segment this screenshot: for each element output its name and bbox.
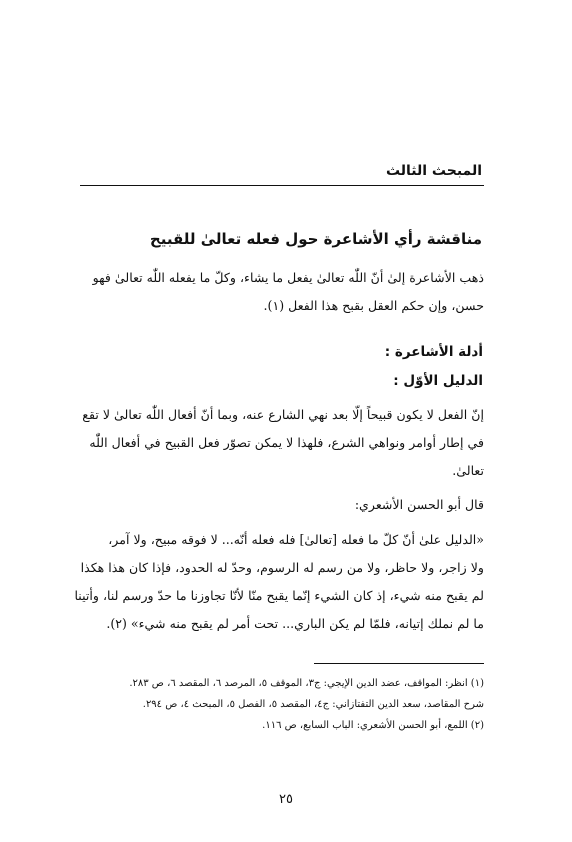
first-evidence-line: في إطار أوامر ونواهي الشرع، فلهذا لا يمكن تصوّر فعل القبيح في أفعال اللّٰه (89, 435, 484, 450)
quote-intro-line: قال أبو الحسن الأشعري: (354, 497, 484, 512)
footnote-2: (٢) اللمع، أبو الحسن الأشعري: الباب السابع، ص ١١٦. (262, 720, 484, 731)
first-evidence-line: تعالىٰ. (452, 463, 484, 478)
section-heading: المبحث الثالث (385, 163, 482, 179)
quote-line: ولا زاجر، ولا حاظر، ولا من رسم له الرسوم، وحدّ له الحدود، فإذا كان هذا هكذا (80, 560, 484, 575)
first-evidence-heading: الدليل الأوّل : (393, 373, 483, 389)
page-title: مناقشة رأي الأشاعرة حول فعله تعالىٰ للقبيح (149, 230, 482, 248)
intro-line: ذهب الأشاعرة إلىٰ أنّ اللّٰه تعالىٰ يفعل ما يشاء، وكلّ ما يفعله اللّٰه تعالىٰ فهو (92, 270, 484, 285)
footnote-1-continued: شرح المقاصد، سعد الدين التفتازاني: ج٤، المقصد ٥، الفصل ٥، المبحث ٤، ص ٢٩٤. (142, 699, 484, 710)
quote-line: ما لم نملك إتيانه، فلمّا لم يكن الباري... تحت أمر لم يقبح منه شيء» (٢). (106, 616, 484, 631)
intro-line: حسن، وإن حكم العقل بقبح هذا الفعل (١). (263, 298, 484, 313)
quote-line: لم يقبح منه شيء، إذ كان الشيء إنّما يقبح منّا لأنّا تجاوزنا ما حدّ ورسم لنا، وأتينا (74, 588, 484, 603)
page-number: ٢٥ (279, 792, 293, 807)
first-evidence-line: إنّ الفعل لا يكون قبيحاً إلّا بعد نهي الشارع عنه، وبما أنّ أفعال اللّٰه تعالىٰ لا تقع (82, 407, 484, 422)
quote-paragraph (69, 526, 484, 638)
footnote-1: (١) انظر: المواقف، عضد الدين الإيجي: ج٣، الموقف ٥، المرصد ٦، المقصد ٦، ص ٢٨٣. (129, 678, 484, 689)
quote-intro (69, 491, 484, 519)
first-evidence-paragraph (69, 401, 484, 485)
intro-paragraph (69, 264, 484, 320)
header-rule (80, 185, 484, 186)
footnote-rule (314, 663, 484, 664)
evidence-heading: أدلة الأشاعرة : (384, 344, 483, 360)
quote-line: «الدليل علىٰ أنّ كلّ ما فعله [تعالىٰ] فله فعله أنّه... لا فوقه مبيح، ولا آمر، (108, 532, 484, 547)
